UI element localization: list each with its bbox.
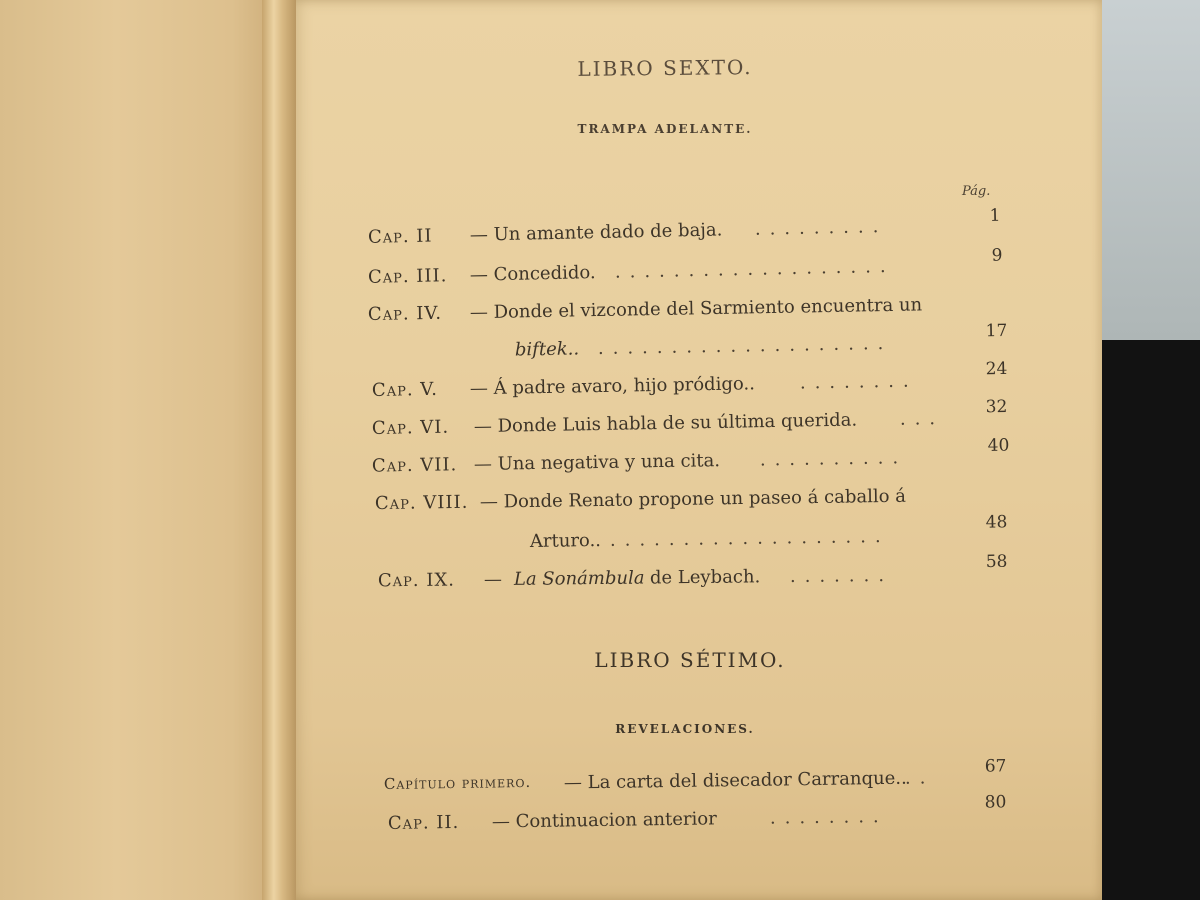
chapter-number: Capítulo primero.: [383, 772, 532, 794]
leader-dots: ........: [799, 370, 918, 394]
chapter-title-continuation: Arturo..: [529, 529, 602, 552]
chapter-number: Cap. III.: [367, 265, 448, 288]
chapter-title: de Leybach.: [649, 566, 761, 589]
chapter-number: Cap. IV.: [367, 302, 443, 326]
page-number: 9: [991, 245, 1003, 266]
page-number: 67: [984, 756, 1007, 777]
chapter-title: — Á padre avaro, hijo pródigo..: [469, 373, 756, 400]
chapter-title-continuation: biftek..: [514, 338, 580, 361]
chapter-title: — Concedido.: [469, 262, 596, 286]
page-column-label: Pág.: [962, 184, 991, 199]
book-binding-gutter: [262, 0, 296, 900]
chapter-title: — Donde Renato propone un paseo á caballo á: [479, 485, 907, 513]
chapter-title: — Una negativa y una cita.: [473, 450, 721, 475]
chapter-number: Cap. VII.: [371, 454, 458, 477]
chapter-title: — La carta del disecador Carranque..: [563, 767, 907, 794]
chapter-title: — Donde Luis habla de su última querida.: [473, 409, 858, 438]
chapter-number: Cap. VIII.: [374, 491, 469, 515]
chapter-number: Cap. II: [367, 225, 433, 248]
leader-dots: .........: [754, 215, 888, 240]
chapter-number: Cap. IX.: [377, 569, 456, 592]
page-number: 48: [985, 512, 1008, 533]
leader-dots: ..: [904, 767, 935, 789]
leader-dots: ...................: [614, 255, 895, 283]
section-heading-libro-setimo: LIBRO SÉTIMO.: [594, 648, 786, 672]
section-heading-libro-sexto: LIBRO SEXTO.: [577, 55, 753, 81]
leader-dots: ........: [769, 805, 888, 829]
page-number: 80: [984, 792, 1007, 813]
chapter-number: Cap. VI.: [371, 416, 450, 439]
leader-dots: ...: [899, 407, 945, 430]
chapter-title: — Continuacion anterior: [491, 808, 717, 833]
chapter-number: Cap. II.: [387, 811, 460, 834]
page-number: 1: [989, 205, 1001, 226]
page-number: 24: [985, 358, 1008, 380]
page-number: 58: [985, 551, 1008, 572]
section-subtitle-revelaciones: REVELACIONES.: [615, 722, 755, 736]
leader-dots: ...................: [609, 525, 890, 551]
leader-dots: ....................: [597, 332, 893, 360]
chapter-title-italic: La Sonámbula: [513, 567, 645, 590]
leader-dots: ..........: [759, 447, 908, 471]
chapter-dash: —: [483, 569, 503, 591]
page-number: 40: [987, 435, 1010, 456]
page-number: 32: [985, 396, 1008, 418]
page-number: 17: [985, 320, 1008, 342]
chapter-title: — Donde el vizconde del Sarmiento encuentra un: [469, 294, 923, 324]
leader-dots: .......: [789, 564, 894, 588]
chapter-number: Cap. V.: [371, 378, 439, 401]
chapter-title: — Un amante dado de baja.: [469, 219, 723, 246]
section-subtitle-trampa-adelante: TRAMPA ADELANTE.: [577, 122, 753, 136]
